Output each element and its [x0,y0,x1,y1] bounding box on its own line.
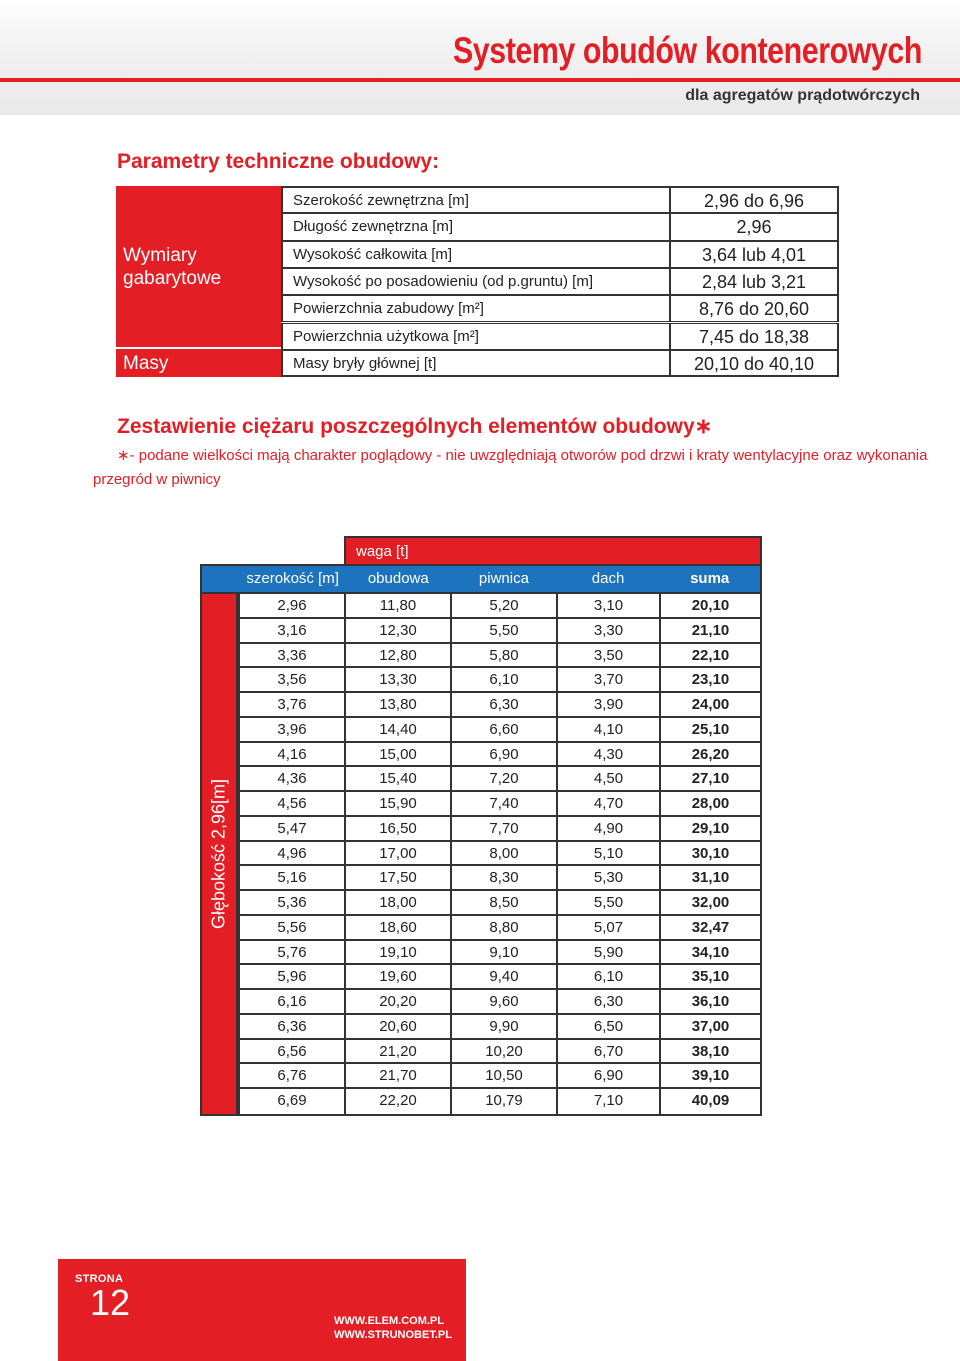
cell-basement: 5,20 [450,594,556,617]
cell-roof: 3,50 [556,644,659,667]
cell-basement: 7,20 [450,767,556,790]
table-row [238,644,760,669]
parameter-row [281,268,839,295]
cell-width: 6,69 [238,1089,344,1114]
table-row [238,866,760,891]
footnote-line-2: przegród w piwnicy [93,471,221,488]
cell-basement: 5,50 [450,619,556,642]
column-header-sum: suma [690,570,730,587]
parameter-row [281,323,839,350]
table-row [238,1040,760,1065]
cell-basement: 8,50 [450,891,556,914]
column-header-roof: dach [591,570,625,587]
parameter-value: 8,76 do 20,60 [698,299,810,320]
footer-band [58,1259,466,1361]
parameter-value: 3,64 lub 4,01 [701,244,807,265]
table-row [238,891,760,916]
depth-side-label-text: Głębokość 2,96[m] [208,778,229,930]
cell-roof: 5,90 [556,941,659,964]
cell-housing: 21,70 [344,1064,450,1087]
cell-sum: 39,10 [659,1064,760,1087]
cell-housing: 14,40 [344,718,450,741]
parameter-name: Wysokość całkowita [m] [283,242,671,267]
cell-roof: 4,90 [556,817,659,840]
cell-housing: 15,40 [344,767,450,790]
cell-roof: 6,90 [556,1064,659,1087]
cell-basement: 7,40 [450,792,556,815]
cell-housing: 17,00 [344,842,450,865]
table-row [238,965,760,990]
cell-width: 6,76 [238,1064,344,1087]
table-row [238,1064,760,1089]
parameter-value: 2,96 [736,217,772,238]
parameter-name: Powierzchnia użytkowa [m²] [283,324,671,349]
cell-width: 3,36 [238,644,344,667]
cell-housing: 20,60 [344,1015,450,1038]
cell-basement: 6,90 [450,743,556,766]
cell-housing: 18,00 [344,891,450,914]
parameter-row [281,295,839,322]
table-row [238,718,760,743]
cell-basement: 9,60 [450,990,556,1013]
cell-sum: 30,10 [659,842,760,865]
cell-roof: 3,10 [556,594,659,617]
footer-urls [334,1314,452,1342]
cell-sum: 20,10 [659,594,760,617]
cell-roof: 5,07 [556,916,659,939]
page-number: 12 [90,1282,131,1323]
table-row [238,1089,760,1114]
cell-basement: 8,30 [450,866,556,889]
cell-sum: 23,10 [659,668,760,691]
cell-roof: 3,30 [556,619,659,642]
table-row [238,817,760,842]
cell-sum: 37,00 [659,1015,760,1038]
cell-sum: 29,10 [659,817,760,840]
header-divider [0,78,960,82]
cell-width: 3,96 [238,718,344,741]
parameter-row [281,241,839,268]
weights-column-headers [200,564,762,594]
cell-sum: 24,00 [659,693,760,716]
cell-housing: 19,10 [344,941,450,964]
table-row [238,767,760,792]
cell-width: 4,96 [238,842,344,865]
cell-sum: 34,10 [659,941,760,964]
section-heading-weights: Zestawienie ciężaru poszczególnych elementów obudowy∗ [117,415,713,438]
parameter-value: 7,45 do 18,38 [698,326,810,347]
table-row [238,916,760,941]
footer-url-elem[interactable]: WWW.ELEM.COM.PL [334,1315,444,1327]
parameter-name: Długość zewnętrzna [m] [283,214,671,239]
cell-basement: 10,79 [450,1089,556,1114]
cell-housing: 12,80 [344,644,450,667]
cell-sum: 28,00 [659,792,760,815]
cell-sum: 32,00 [659,891,760,914]
weights-table [200,536,762,1116]
cell-housing: 18,60 [344,916,450,939]
cell-housing: 13,30 [344,668,450,691]
cell-housing: 17,50 [344,866,450,889]
weight-header: waga [t] [344,536,762,564]
cell-basement: 9,40 [450,965,556,988]
cell-sum: 26,20 [659,743,760,766]
parameter-name: Szerokość zewnętrzna [m] [283,188,671,212]
cell-housing: 22,20 [344,1089,450,1114]
cell-basement: 9,10 [450,941,556,964]
cell-basement: 10,20 [450,1040,556,1063]
cell-sum: 22,10 [659,644,760,667]
table-row [238,941,760,966]
cell-housing: 12,30 [344,619,450,642]
cell-width: 3,56 [238,668,344,691]
cell-roof: 5,10 [556,842,659,865]
group-label-mass [116,349,281,377]
group-label-dimensions [116,186,281,349]
cell-width: 2,96 [238,594,344,617]
cell-width: 6,56 [238,1040,344,1063]
cell-housing: 20,20 [344,990,450,1013]
parameter-value: 2,96 do 6,96 [703,191,805,211]
cell-width: 5,16 [238,866,344,889]
cell-basement: 6,60 [450,718,556,741]
parameters-rows [281,186,839,377]
table-row [238,792,760,817]
page-subtitle: dla agregatów prądotwórczych [685,87,920,104]
group-label-dimensions-text: Wymiary gabarytowe [123,244,222,289]
column-header-width: szerokość [m] [246,570,339,587]
cell-roof: 3,70 [556,668,659,691]
cell-basement: 6,30 [450,693,556,716]
table-row [238,668,760,693]
footnote-line-1: ∗- podane wielkości mają charakter poglądowy - nie uwzględniają otworów pod drzwi i kraty wentylacyjne oraz wykonania [117,447,928,464]
cell-roof: 6,10 [556,965,659,988]
weights-rows [238,594,762,1116]
cell-housing: 16,50 [344,817,450,840]
cell-basement: 6,10 [450,668,556,691]
cell-width: 5,36 [238,891,344,914]
cell-roof: 4,10 [556,718,659,741]
group-label-mass-text: Masy [123,352,169,374]
cell-width: 3,16 [238,619,344,642]
cell-sum: 25,10 [659,718,760,741]
cell-width: 5,56 [238,916,344,939]
cell-basement: 8,80 [450,916,556,939]
page-label: STRONA [75,1273,124,1285]
cell-housing: 11,80 [344,594,450,617]
cell-width: 6,36 [238,1015,344,1038]
cell-housing: 15,90 [344,792,450,815]
cell-roof: 4,30 [556,743,659,766]
cell-roof: 6,30 [556,990,659,1013]
cell-width: 3,76 [238,693,344,716]
column-header-housing: obudowa [367,570,429,587]
parameters-table [116,186,839,377]
cell-sum: 21,10 [659,619,760,642]
cell-basement: 10,50 [450,1064,556,1087]
cell-housing: 19,60 [344,965,450,988]
cell-width: 4,36 [238,767,344,790]
cell-sum: 36,10 [659,990,760,1013]
cell-housing: 15,00 [344,743,450,766]
cell-sum: 27,10 [659,767,760,790]
parameter-value: 2,84 lub 3,21 [701,271,807,292]
depth-side-label [200,594,238,1116]
section-heading-parameters: Parametry techniczne obudowy: [117,150,440,173]
cell-basement: 8,00 [450,842,556,865]
cell-width: 5,96 [238,965,344,988]
parameter-value: 20,10 do 40,10 [693,353,815,374]
parameter-row [281,350,839,377]
footer-url-strunobet[interactable]: WWW.STRUNOBET.PL [334,1329,452,1341]
table-row [238,693,760,718]
cell-width: 6,16 [238,990,344,1013]
cell-sum: 35,10 [659,965,760,988]
cell-roof: 4,50 [556,767,659,790]
cell-roof: 6,70 [556,1040,659,1063]
cell-basement: 7,70 [450,817,556,840]
parameter-name: Powierzchnia zabudowy [m²] [283,296,671,321]
cell-roof: 3,90 [556,693,659,716]
parameter-row [281,213,839,240]
table-row [238,1015,760,1040]
cell-sum: 31,10 [659,866,760,889]
cell-basement: 9,90 [450,1015,556,1038]
parameter-row [281,186,839,213]
cell-basement: 5,80 [450,644,556,667]
cell-width: 4,16 [238,743,344,766]
cell-roof: 6,50 [556,1015,659,1038]
cell-housing: 21,20 [344,1040,450,1063]
cell-roof: 5,30 [556,866,659,889]
table-row [238,594,760,619]
cell-sum: 38,10 [659,1040,760,1063]
cell-sum: 40,09 [659,1089,760,1114]
cell-width: 5,47 [238,817,344,840]
table-row [238,842,760,867]
table-row [238,619,760,644]
table-row [238,743,760,768]
cell-housing: 13,80 [344,693,450,716]
cell-roof: 4,70 [556,792,659,815]
header-spacer [202,566,240,592]
column-header-basement: piwnica [478,570,529,587]
cell-roof: 5,50 [556,891,659,914]
parameter-name: Wysokość po posadowieniu (od p.gruntu) [m] [283,269,671,294]
cell-width: 4,56 [238,792,344,815]
cell-sum: 32,47 [659,916,760,939]
cell-roof: 7,10 [556,1089,659,1114]
page-title: Systemy obudów kontenerowych [452,30,922,71]
parameter-name: Masy bryły głównej [t] [283,351,671,375]
table-row [238,990,760,1015]
cell-width: 5,76 [238,941,344,964]
